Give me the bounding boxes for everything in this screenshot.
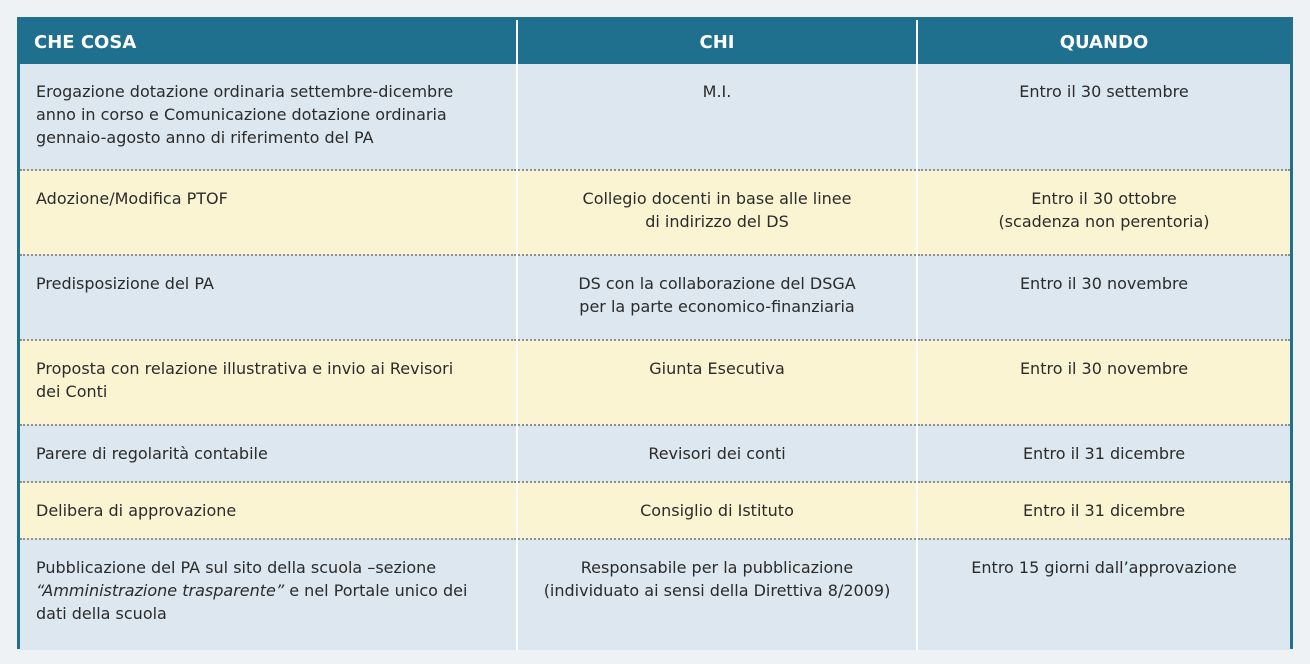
cell-what [20,340,517,425]
cell-when [917,482,1290,539]
cell-text-line [36,579,500,602]
cell-who [517,255,917,340]
cell-text: dei Conti [36,382,108,401]
cell-what [20,64,517,170]
cell-text: (scadenza non perentoria) [998,212,1210,231]
cell-text: Entro il 31 dicembre [1022,501,1186,520]
cell-when [917,340,1290,425]
cell-text: Predisposizione del PA [36,274,214,293]
cell-who [517,170,917,255]
cell-text: Pubblicazione del PA sul sito della scuola –sezione [36,558,437,577]
cell-text: Consiglio di Istituto [640,501,794,520]
table-row [20,482,1290,539]
cell-when [917,64,1290,170]
cell-text: M.I. [702,82,732,101]
cell-what [20,170,517,255]
table-row [20,340,1290,425]
cell-text: anno in corso e Comunicazione dotazione ordinaria [36,105,447,124]
cell-when [917,255,1290,340]
cell-text: Delibera di approvazione [36,501,237,520]
table-row [20,64,1290,170]
cell-text: Giunta Esecutiva [649,359,785,378]
cell-text: DS con la collaborazione del DSGA [578,274,856,293]
cell-text: per la parte economico-finanziaria [579,297,855,316]
header-when: QUANDO [917,20,1290,64]
cell-who [517,425,917,482]
cell-text: Entro il 30 novembre [1019,274,1189,293]
table-row [20,425,1290,482]
cell-text: gennaio-agosto anno di riferimento del PA [36,128,374,147]
cell-text: Revisori dei conti [648,444,786,463]
cell-when [917,539,1290,650]
cell-text: Collegio docenti in base alle linee [582,189,852,208]
cell-text: Adozione/Modifica PTOF [36,189,228,208]
italic-section-name: “Amministrazione trasparente” [36,581,285,600]
table-row [20,255,1290,340]
cell-text: Entro il 31 dicembre [1022,444,1186,463]
cell-who [517,340,917,425]
cell-text: Erogazione dotazione ordinaria settembre-dicembre [36,82,454,101]
cell-text: Entro il 30 settembre [1019,82,1189,101]
cell-text: di indirizzo del DS [645,212,789,231]
cell-what [20,255,517,340]
table-header-row [20,20,1290,64]
cell-when [917,170,1290,255]
cell-text: e nel Portale unico dei [284,581,468,600]
schedule-table [20,20,1290,650]
cell-text: dati della scuola [36,604,167,623]
cell-when [917,425,1290,482]
cell-what [20,482,517,539]
header-what: CHE COSA [20,20,517,64]
cell-text: Parere di regolarità contabile [36,444,268,463]
cell-text: (individuato ai sensi della Direttiva 8/2009) [543,581,891,600]
cell-text: Proposta con relazione illustrativa e invio ai Revisori [36,359,454,378]
cell-who [517,64,917,170]
cell-what [20,539,517,650]
cell-text: Entro 15 giorni dall’approvazione [971,558,1237,577]
table-row [20,539,1290,650]
cell-who [517,539,917,650]
cell-text: Responsabile per la pubblicazione [580,558,854,577]
cell-what [20,425,517,482]
table-row [20,170,1290,255]
cell-who [517,482,917,539]
cell-text: Entro il 30 novembre [1019,359,1189,378]
header-who: CHI [517,20,917,64]
schedule-table-frame [17,17,1293,649]
cell-text: Entro il 30 ottobre [1031,189,1177,208]
